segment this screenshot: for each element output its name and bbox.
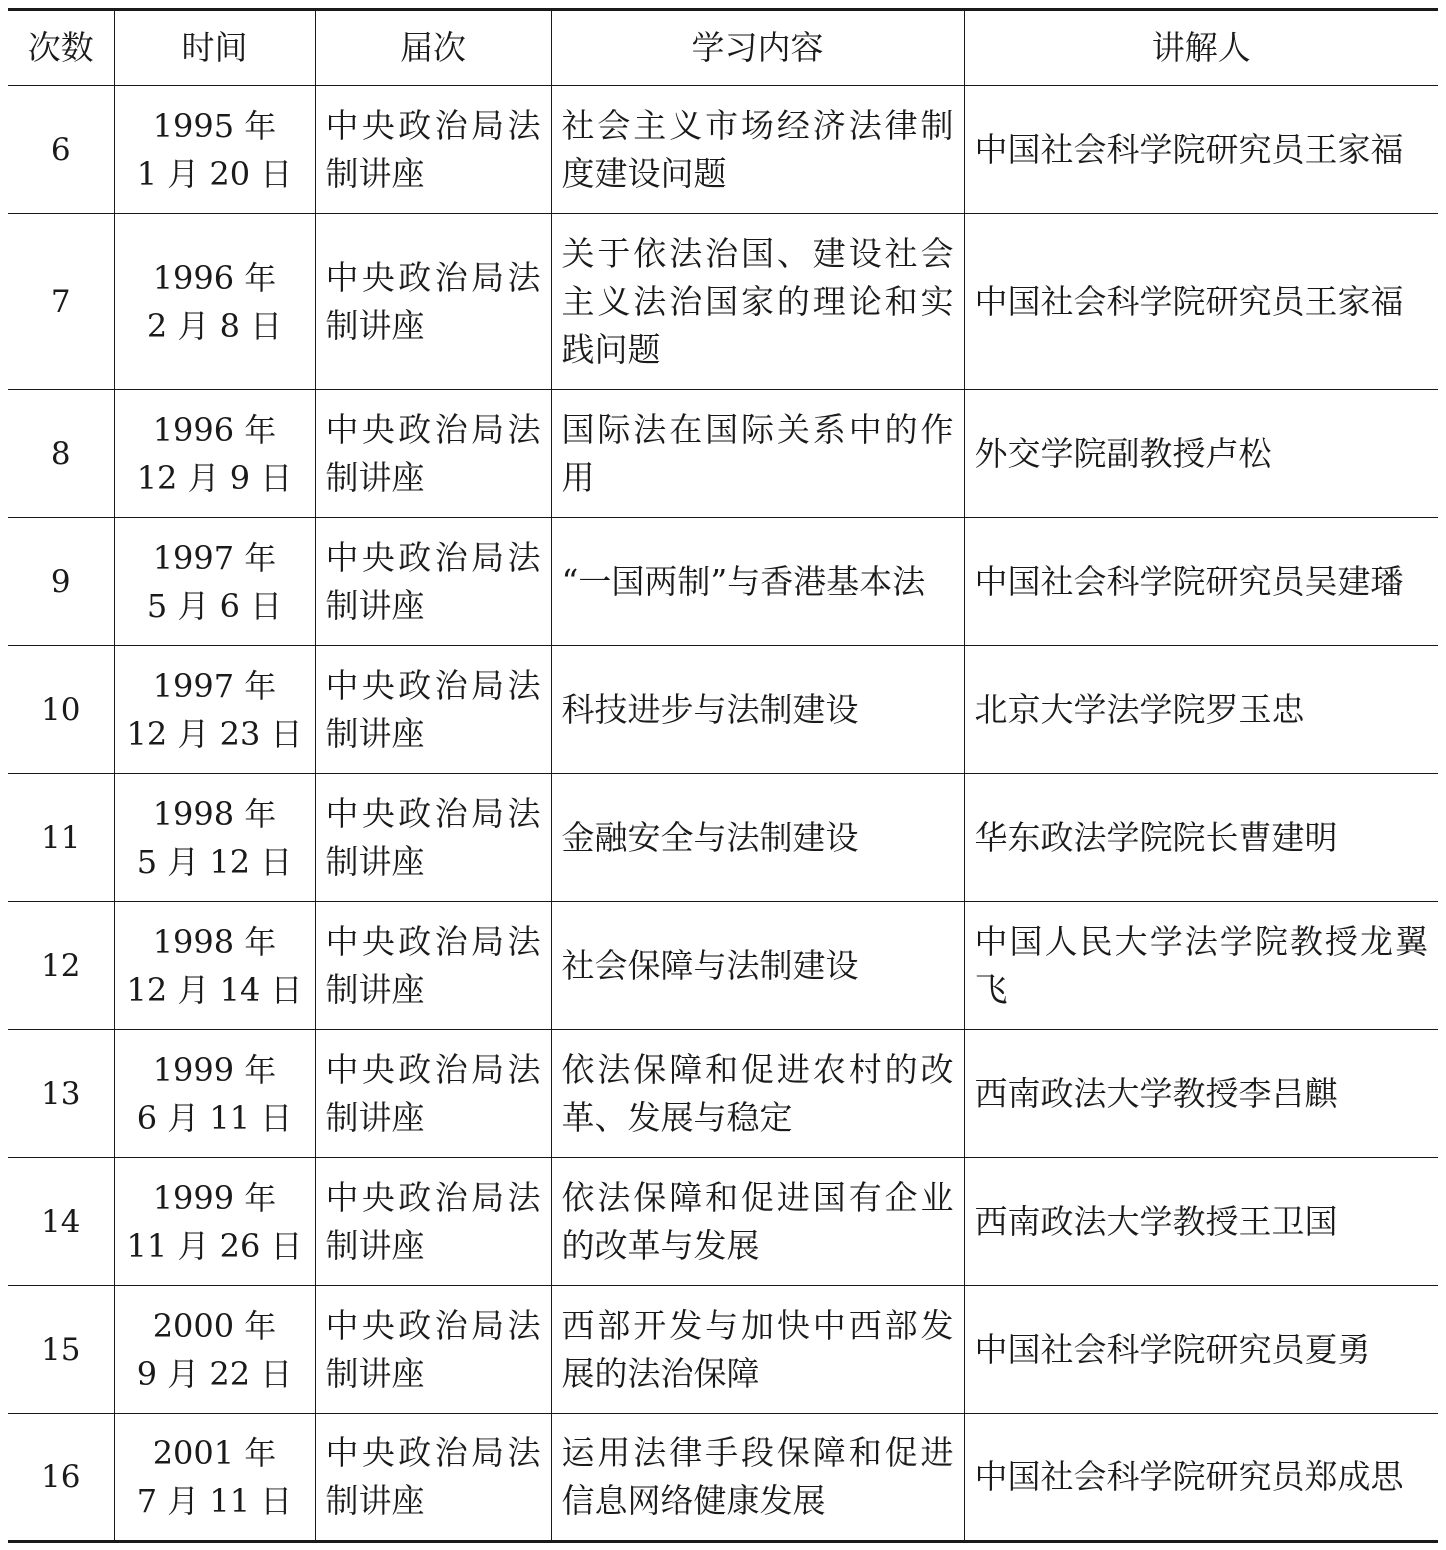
time-year: 1996 年 xyxy=(152,410,277,449)
table-row xyxy=(8,774,1438,902)
cell-session: 中央政治局法制讲座 xyxy=(315,518,551,646)
table-body xyxy=(8,86,1438,1542)
time-date: 12 月 9 日 xyxy=(136,458,293,497)
cell-time xyxy=(114,774,315,902)
cell-speaker: 中国社会科学院研究员郑成思 xyxy=(964,1414,1438,1542)
cell-count: 16 xyxy=(8,1414,114,1542)
cell-session: 中央政治局法制讲座 xyxy=(315,1158,551,1286)
cell-content: 依法保障和促进农村的改革、发展与稳定 xyxy=(551,1030,964,1158)
cell-speaker: 中国社会科学院研究员王家福 xyxy=(964,214,1438,390)
time-date: 2 月 8 日 xyxy=(146,306,283,345)
cell-session: 中央政治局法制讲座 xyxy=(315,214,551,390)
cell-time xyxy=(114,1286,315,1414)
time-date: 7 月 11 日 xyxy=(136,1482,293,1520)
cell-session: 中央政治局法制讲座 xyxy=(315,1286,551,1414)
cell-session: 中央政治局法制讲座 xyxy=(315,774,551,902)
cell-content: 金融安全与法制建设 xyxy=(551,774,964,902)
cell-speaker: 中国社会科学院研究员夏勇 xyxy=(964,1286,1438,1414)
time-year: 2001 年 xyxy=(152,1434,277,1472)
cell-time xyxy=(114,1414,315,1542)
table-row xyxy=(8,1286,1438,1414)
cell-session: 中央政治局法制讲座 xyxy=(315,1030,551,1158)
table-row xyxy=(8,518,1438,646)
cell-content: 社会保障与法制建设 xyxy=(551,902,964,1030)
cell-speaker: 西南政法大学教授李吕麒 xyxy=(964,1030,1438,1158)
header-row xyxy=(8,10,1438,86)
header-time: 时间 xyxy=(114,10,315,86)
cell-speaker: 中国社会科学院研究员吴建璠 xyxy=(964,518,1438,646)
cell-session: 中央政治局法制讲座 xyxy=(315,1414,551,1542)
cell-count: 6 xyxy=(8,86,114,214)
time-date: 5 月 12 日 xyxy=(136,842,293,881)
cell-count: 15 xyxy=(8,1286,114,1414)
cell-time xyxy=(114,518,315,646)
cell-speaker: 中国人民大学法学院教授龙翼飞 xyxy=(964,902,1438,1030)
cell-speaker: 外交学院副教授卢松 xyxy=(964,390,1438,518)
lectures-table xyxy=(8,8,1438,1543)
time-year: 1998 年 xyxy=(152,922,277,961)
cell-speaker: 华东政法学院院长曹建明 xyxy=(964,774,1438,902)
time-date: 1 月 20 日 xyxy=(136,154,293,193)
cell-content: 运用法律手段保障和促进信息网络健康发展 xyxy=(551,1414,964,1542)
cell-content: 社会主义市场经济法律制度建设问题 xyxy=(551,86,964,214)
time-year: 1997 年 xyxy=(152,538,277,577)
time-year: 1997 年 xyxy=(152,666,277,705)
table-row xyxy=(8,1030,1438,1158)
table-row xyxy=(8,1414,1438,1542)
cell-speaker: 北京大学法学院罗玉忠 xyxy=(964,646,1438,774)
time-date: 5 月 6 日 xyxy=(146,586,283,625)
cell-count: 8 xyxy=(8,390,114,518)
cell-count: 9 xyxy=(8,518,114,646)
cell-content: 依法保障和促进国有企业的改革与发展 xyxy=(551,1158,964,1286)
time-year: 1995 年 xyxy=(152,106,277,145)
cell-content: 关于依法治国、建设社会主义法治国家的理论和实践问题 xyxy=(551,214,964,390)
table-header xyxy=(8,10,1438,86)
table-row xyxy=(8,1158,1438,1286)
cell-time xyxy=(114,86,315,214)
cell-session: 中央政治局法制讲座 xyxy=(315,646,551,774)
table-row xyxy=(8,902,1438,1030)
time-date: 6 月 11 日 xyxy=(136,1098,293,1137)
cell-count: 11 xyxy=(8,774,114,902)
cell-speaker: 西南政法大学教授王卫国 xyxy=(964,1158,1438,1286)
cell-content: 国际法在国际关系中的作用 xyxy=(551,390,964,518)
header-count: 次数 xyxy=(8,10,114,86)
cell-count: 7 xyxy=(8,214,114,390)
cell-time xyxy=(114,902,315,1030)
cell-time xyxy=(114,214,315,390)
time-date: 11 月 26 日 xyxy=(126,1226,303,1265)
table-row xyxy=(8,214,1438,390)
time-year: 1999 年 xyxy=(152,1050,277,1089)
time-date: 12 月 23 日 xyxy=(126,714,303,753)
cell-time xyxy=(114,646,315,774)
cell-count: 10 xyxy=(8,646,114,774)
cell-count: 14 xyxy=(8,1158,114,1286)
table-row xyxy=(8,86,1438,214)
cell-time xyxy=(114,390,315,518)
header-content: 学习内容 xyxy=(551,10,964,86)
table-row xyxy=(8,646,1438,774)
cell-time xyxy=(114,1158,315,1286)
cell-content: 科技进步与法制建设 xyxy=(551,646,964,774)
cell-content: “一国两制”与香港基本法 xyxy=(551,518,964,646)
time-year: 1999 年 xyxy=(152,1178,277,1217)
cell-speaker: 中国社会科学院研究员王家福 xyxy=(964,86,1438,214)
time-date: 9 月 22 日 xyxy=(136,1354,293,1393)
table-row xyxy=(8,390,1438,518)
cell-session: 中央政治局法制讲座 xyxy=(315,902,551,1030)
header-speaker: 讲解人 xyxy=(964,10,1438,86)
cell-content: 西部开发与加快中西部发展的法治保障 xyxy=(551,1286,964,1414)
time-year: 2000 年 xyxy=(152,1306,277,1345)
cell-session: 中央政治局法制讲座 xyxy=(315,86,551,214)
cell-count: 13 xyxy=(8,1030,114,1158)
time-year: 1998 年 xyxy=(152,794,277,833)
cell-time xyxy=(114,1030,315,1158)
time-year: 1996 年 xyxy=(152,258,277,297)
time-date: 12 月 14 日 xyxy=(126,970,303,1009)
header-session: 届次 xyxy=(315,10,551,86)
cell-session: 中央政治局法制讲座 xyxy=(315,390,551,518)
cell-count: 12 xyxy=(8,902,114,1030)
